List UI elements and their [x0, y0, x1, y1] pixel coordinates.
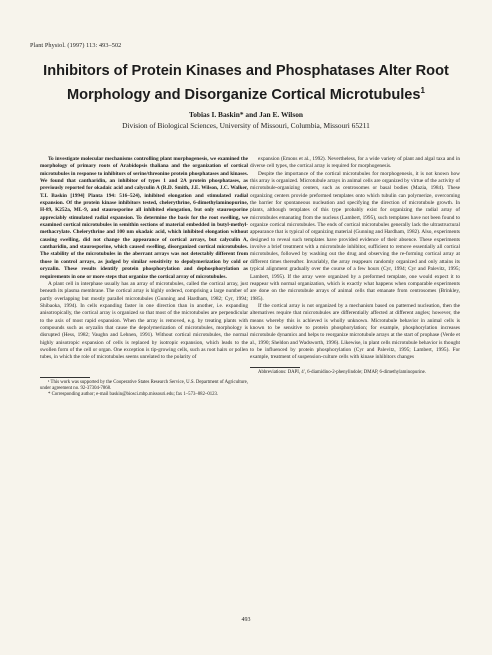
footnote-divider: [40, 377, 90, 378]
body-paragraph: Despite the importance of the cortical microtubules for morphogenesis, it is not known how this array is organized. Microtubule arrays in animal cells are organized by virtue of the activity of microtubule-organizing centers, such as centrosomes or basal bodies (Mazia, 1984). These organizing centers provide preformed templates onto which tubulin can polymerize, overcoming the barrier for spontaneous nucleation and specifying the direction of microtubule growth. In plants, although templates of this type probably exist for organizing the radial array of microtubules emanating from the nucleus (Lambert, 1995), such templates have not been found to organize cortical microtubules. The ends of cortical microtubules generally lack the ultrastructural appearance that is typical of organizing material (Gunning and Hardham, 1982). Also, experiments designed to reveal such templates have provided evidence of their absence. These experiments involve a brief treatment with a microtubule inhibitor, sufficient to remove essentially all cortical microtubules, followed by washing out the drug and observing the re-forming cortical array at different times thereafter. Invariably, the array reappears randomly organized and only attains its typical alignment gradually over the course of a few hours (Cyr, 1994; Cyr and Palevitz, 1995; Lambert, 1995). If the array were organized by a preformed template, one would expect it to reappear with normal organization, which is exactly what happens when comparable experiments are done on the microtubule arrays of animal cells that emanate from centrosomes (Brinkley, 1985).: [250, 170, 460, 302]
footnote-funding: ¹ This work was supported by the Cooperative States Research Service, U.S. Department of Agriculture, under agreement no. 92-37304-7868.: [40, 379, 248, 391]
author-line: [0, 110, 492, 119]
journal-citation: Plant Physiol. (1997) 113: 493–502: [30, 42, 122, 49]
right-column: [250, 156, 460, 376]
affiliation: Division of Biological Sciences, University of Missouri, Columbia, Missouri 65211: [122, 121, 370, 130]
title-footnote-marker: 1: [420, 86, 425, 95]
abbreviations: Abbreviations: DAPI, 4′, 6-diamidino-2-phenylindole; DMAP, 6-dimethylaminopurine.: [258, 369, 426, 375]
paper-title: [0, 62, 492, 105]
body-paragraph: expansion (Emons et al., 1992). Nevertheless, for a wide variety of plant and algal taxa and in diverse cell types, the cortical array is required for morphogenesis.: [250, 156, 460, 170]
abstract: To investigate molecular mechanisms controlling plant morphogenesis, we examined the morphology of primary roots of Arabidopsis thaliana and the organization of cortical microtubules in response to inhibitors of serine/threonine protein phosphatases and kinases. We found that cantharidin, an inhibitor of types 1 and 2A protein phosphatases, as previously reported for okadaic acid and calyculin A (R.D. Smith, J.E. Wilson, J.C. Walker, T.I. Baskin [1994] Planta 194: 516–524), inhibited elongation and stimulated radial expansion. Of the protein kinase inhibitors tested, chelerythrine, 6-dimethylaminopurine, H-89, K252a, ML-9, and staurosporine all inhibited elongation, but only staurosporine appreciably stimulated radial expansion. To determine the basis for the root swelling, we examined cortical microtubules in semithin sections of material embedded in butyl-methyl-methacrylate. Chelerythrine and 100 nm okadaic acid, which inhibited elongation without causing swelling, did not change the appearance of cortical arrays, but calyculin A, cantharidin, and staurosporine, which caused swelling, disorganized cortical microtubules. The stability of the microtubules in the aberrant arrays was not detectably different from those in control arrays, as judged by similar sensitivity to depolymerization by cold or oryzalin. These results identify protein phosphorylation and dephosphorylation as requirements in one or more steps that organize the cortical array of microtubules.: [40, 156, 248, 280]
left-column: [40, 156, 248, 399]
title-text: Inhibitors of Protein Kinases and Phosphatases Alter Root Morphology and Disorganize Cortical Microtubules: [43, 63, 449, 103]
abbreviation-divider: [250, 367, 300, 368]
page-number: 493: [241, 617, 251, 623]
author-names: Tobias I. Baskin* and Jan E. Wilson: [188, 110, 304, 119]
body-paragraph: If the cortical array is not organized by a mechanism based on patterned nucleation, then the alternatives require that microtubules are differentially affected at different angles; however, the means whereby this is achieved is wholly unknown. Microtubule behavior in animal cells is known to be sensitive to protein phosphorylation; for example, phosphorylation increases microtubule dynamics and helps to reorganize microtubule arrays at the start of prophase (Verde et al., 1990; Sheldon and Wadsworth, 1996). Likewise, in plant cells microtubule behavior is thought to be influenced by protein phosphorylation (Cyr and Palevitz, 1995; Lambert, 1995). For example, treatment of suspension-culture cells with kinase inhibitors changes: [250, 302, 460, 361]
footnote-corresponding: * Corresponding author; e-mail baskin@biosci.mbp.missouri.edu; fax 1–573–882–0123.: [48, 392, 219, 398]
intro-paragraph: A plant cell in interphase usually has an array of microtubules, called the cortical array, just beneath its plasma membrane. The cortical array is highly ordered, comprising a large number of partly overlapping but mostly parallel microtubules (Gunning and Hardham, 1982; Cyr, 1994; Shibaoka, 1994). In cells expanding faster in one direction than in another, i.e. expanding anisotropically, the cortical array is organized so that most of the microtubules are perpendicular to the axis of most rapid expansion. When the array is removed, e.g. by treating plants with compounds such as oryzalin that cause the depolymerization of microtubules, morphology is disrupted (Hess, 1982; Vaughn and Lehnen, 1991). Without cortical microtubules, the normal highly anisotropic expansion of cells is replaced by isotropic expansion, which leads to the swollen form of the cell or organ. One exception is tip-growing cells, such as root hairs or pollen tubes, in which the role of microtubules seems unrelated to the polarity of: [40, 280, 248, 361]
